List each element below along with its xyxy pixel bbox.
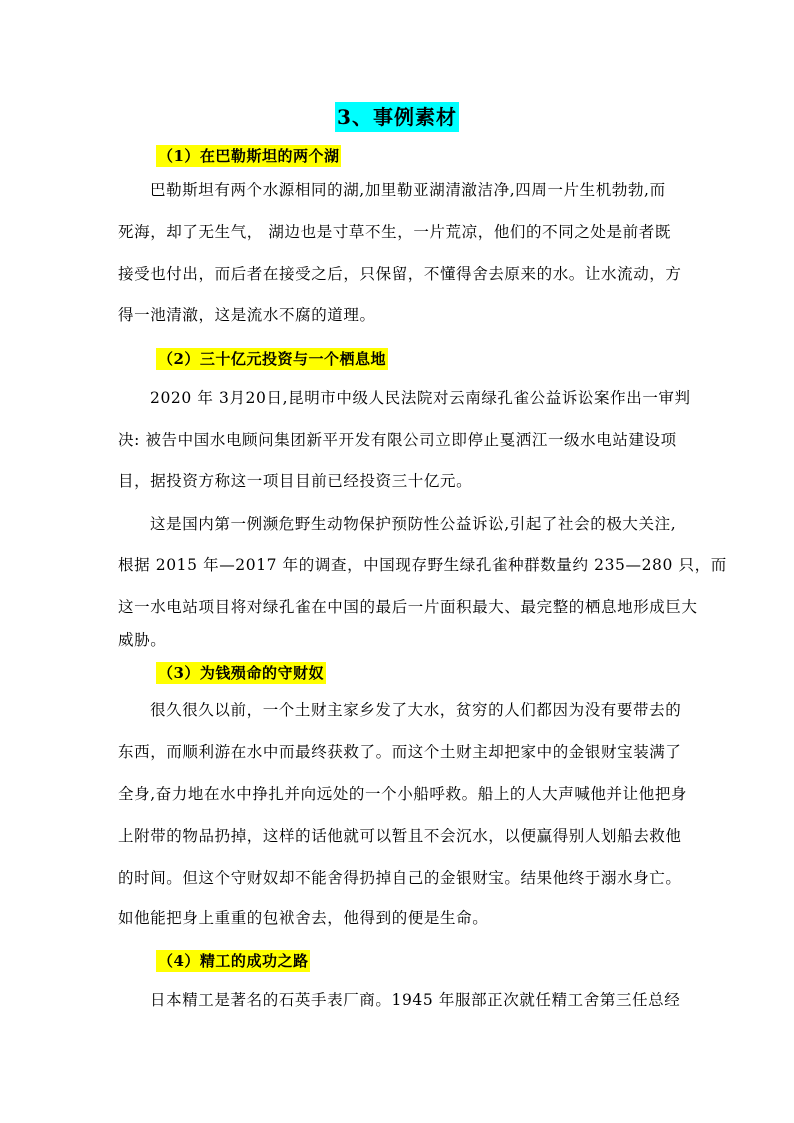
section-heading-2: （2）三十亿元投资与一个栖息地 <box>158 350 386 368</box>
page-title: 3、事例素材 <box>335 102 459 132</box>
paragraph-line: 得一池清澈，这是流水不腐的道理。 <box>118 306 376 324</box>
paragraph-line: 全身,奋力地在水中挣扎并向远处的一个小船呼救。船上的人大声喊他并让他把身 <box>118 785 688 803</box>
paragraph-line: 日本精工是著名的石英手表厂商。1945 年服部正次就任精工舍第三任总经 <box>150 991 681 1009</box>
paragraph-line: 东西，而顺利游在水中而最终获救了。而这个土财主却把家中的金银财宝装满了 <box>118 743 682 761</box>
title-container <box>0 102 794 132</box>
paragraph-line: 威胁。 <box>118 631 167 649</box>
paragraph-line: 目，据投资方称这一项目目前已经投资三十亿元。 <box>118 472 473 490</box>
paragraph-line: 决: 被告中国水电顾问集团新平开发有限公司立即停止戛洒江一级水电站建设项 <box>118 431 677 449</box>
paragraph-line: 的时间。但这个守财奴却不能舍得扔掉自己的金银财宝。结果他终于溺水身亡。 <box>118 869 682 887</box>
paragraph-line: 巴勒斯坦有两个水源相同的湖,加里勒亚湖清澈洁净,四周一片生机勃勃,而 <box>150 181 666 199</box>
paragraph-line: 接受也付出，而后者在接受之后，只保留，不懂得舍去原来的水。让水流动，方 <box>118 265 682 283</box>
paragraph-line: 如他能把身上重重的包袱舍去，他得到的便是生命。 <box>118 909 489 927</box>
paragraph-line: 根据 2015 年—2017 年的调查，中国现存野生绿孔雀种群数量约 235—280 只，而 <box>118 556 727 574</box>
paragraph-line: 这是国内第一例濒危野生动物保护预防性公益诉讼,引起了社会的极大关注, <box>150 515 677 533</box>
paragraph-line: 2020 年 3月20日,昆明市中级人民法院对云南绿孔雀公益诉讼案作出一审判 <box>150 389 691 407</box>
section-heading-3: （3）为钱殒命的守财奴 <box>158 664 324 682</box>
paragraph-line: 这一水电站项目将对绿孔雀在中国的最后一片面积最大、最完整的栖息地形成巨大 <box>118 598 698 616</box>
paragraph-line: 死海，却了无生气， 湖边也是寸草不生，一片荒凉，他们的不同之处是前者既 <box>118 223 671 241</box>
section-heading-1: （1）在巴勒斯坦的两个湖 <box>158 147 340 165</box>
paragraph-line: 上附带的物品扔掉，这样的话他就可以暂且不会沉水，以便赢得别人划船去救他 <box>118 827 682 845</box>
paragraph-line: 很久很久以前，一个土财主家乡发了大水，贫穷的人们都因为没有要带去的 <box>150 701 682 719</box>
section-heading-4: （4）精工的成功之路 <box>158 952 309 970</box>
